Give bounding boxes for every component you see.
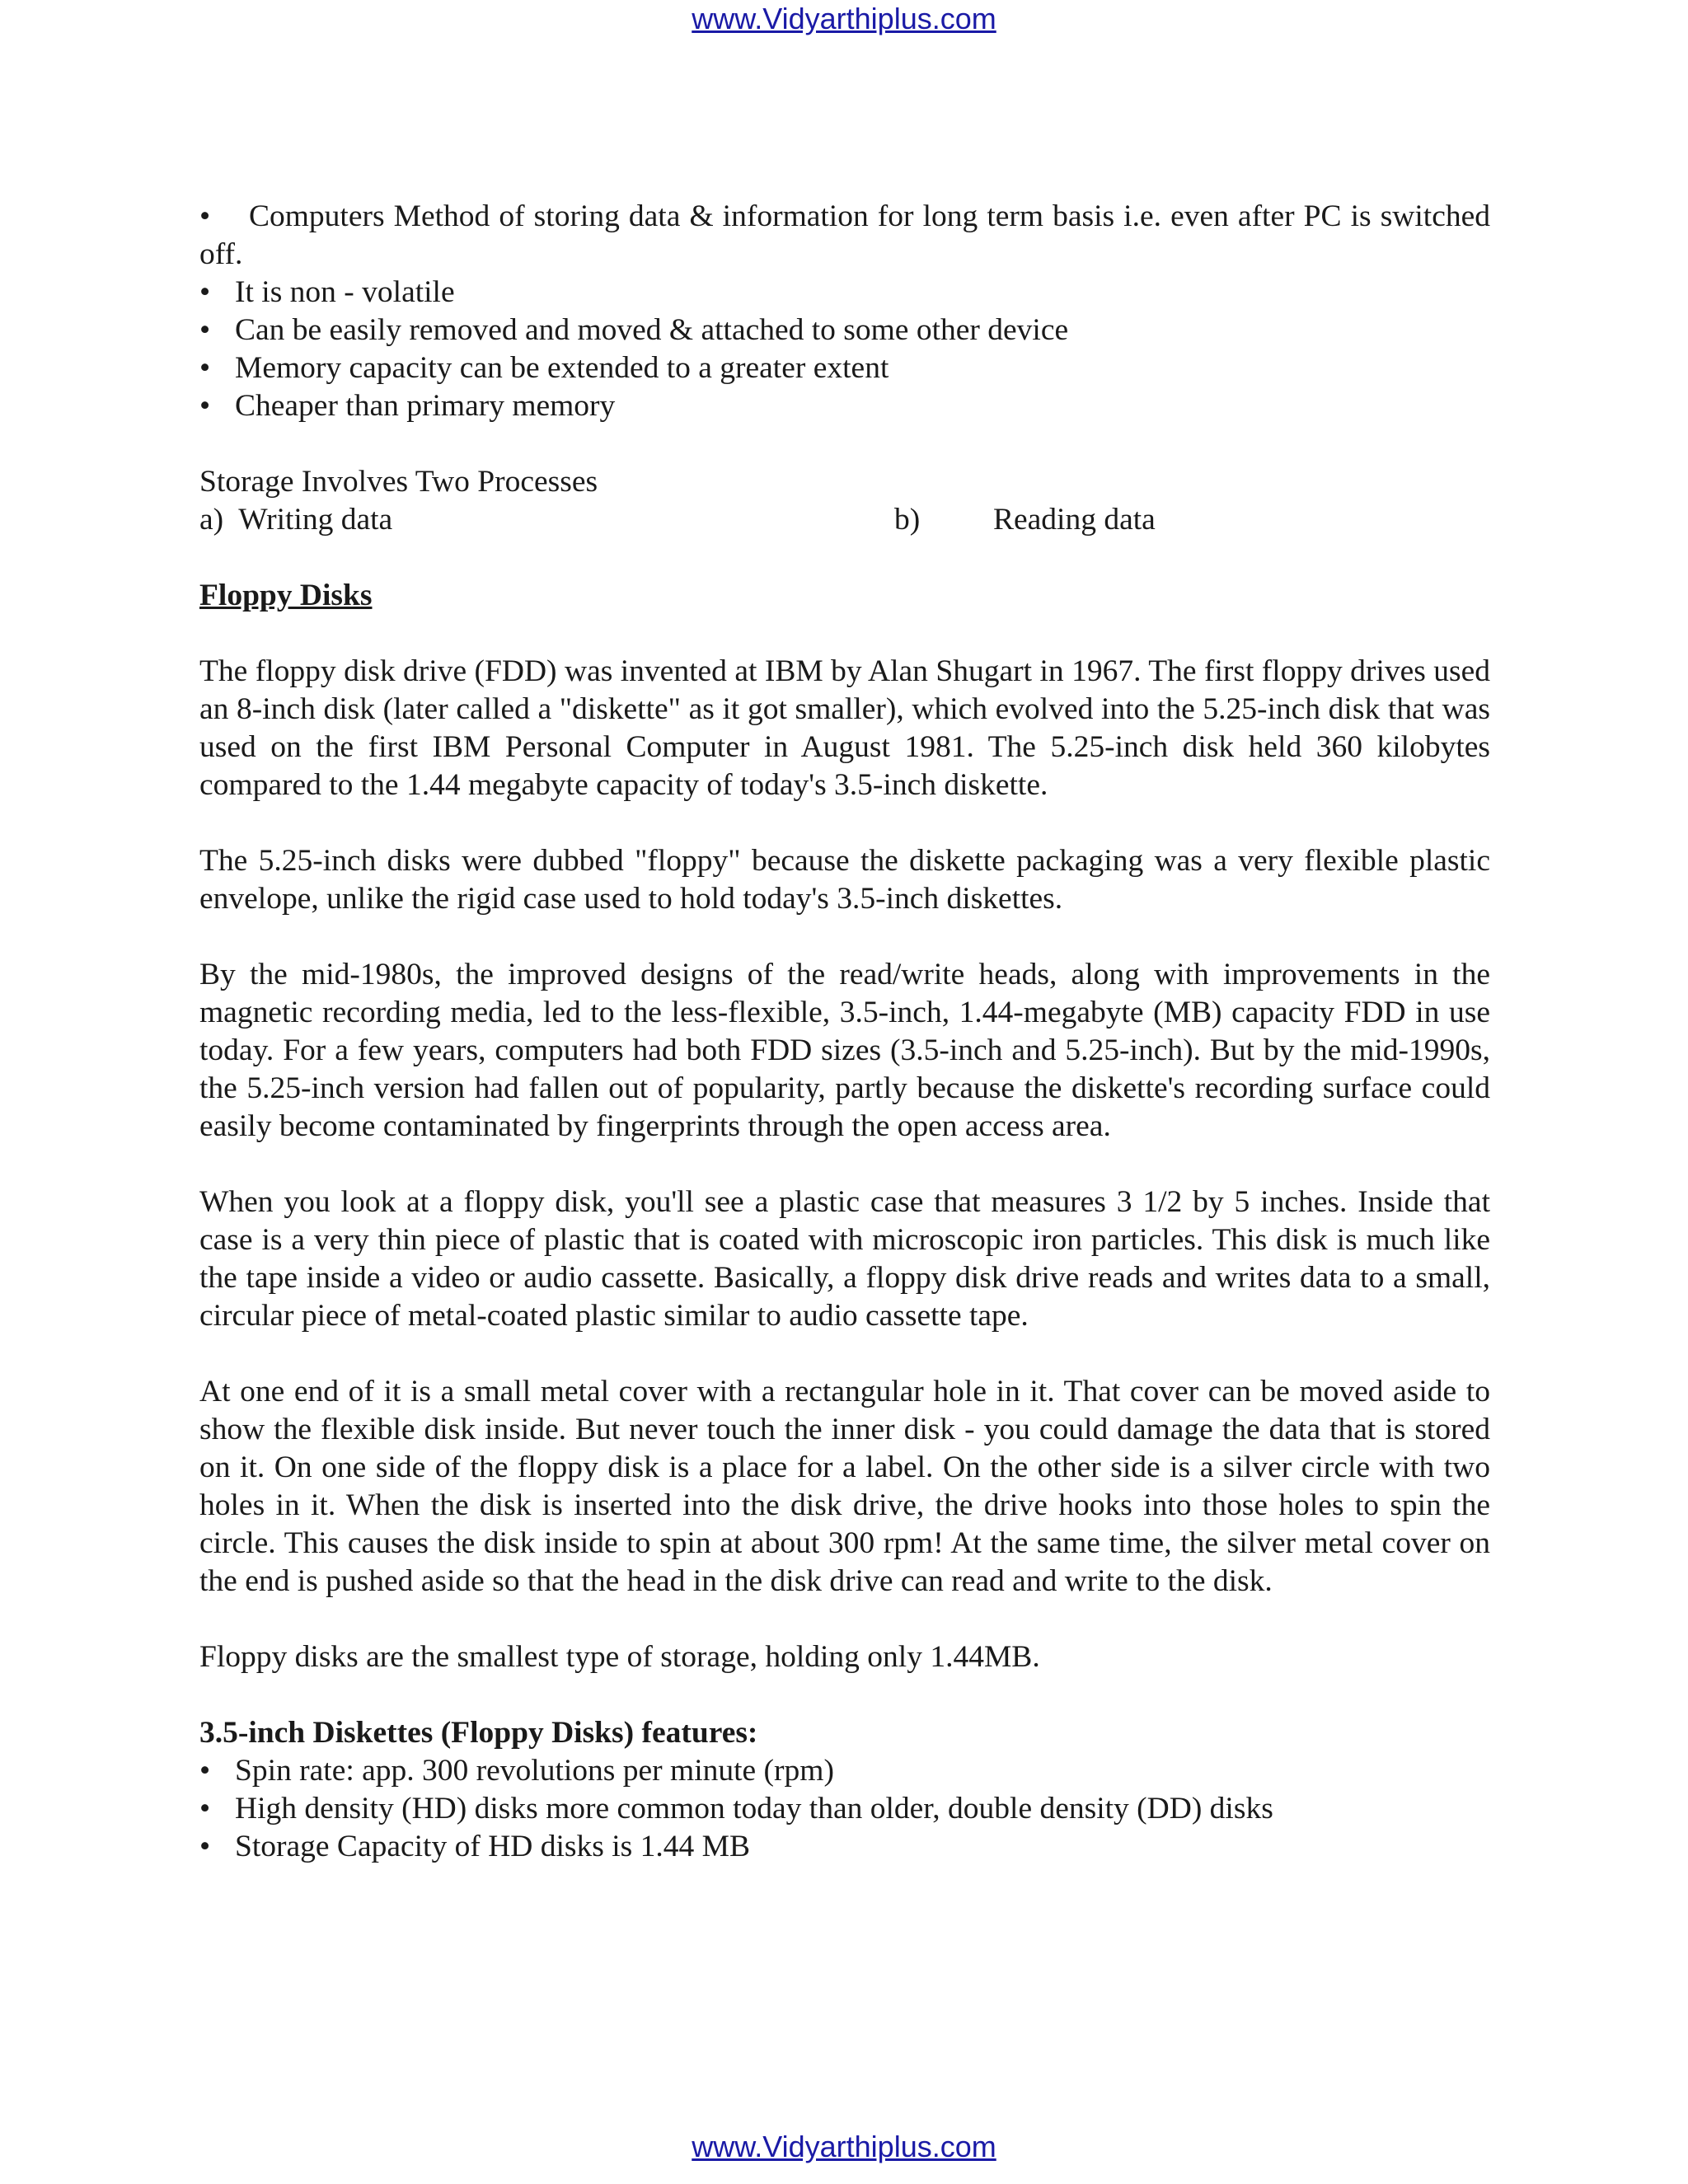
list-item-text: Spin rate: app. 300 revolutions per minute (rpm): [235, 1754, 834, 1788]
list-item: [199, 1828, 1490, 1866]
list-item-text: Memory capacity can be extended to a greater extent: [235, 351, 889, 385]
features-heading: 3.5-inch Diskettes (Floppy Disks) features:: [199, 1716, 758, 1750]
list-item: [199, 274, 1490, 312]
paragraph: Floppy disks are the smallest type of storage, holding only 1.44MB.: [199, 1640, 1040, 1674]
process-b-text: Reading data: [993, 503, 1156, 537]
list-item-text: Cheaper than primary memory: [235, 389, 616, 423]
intro-bullet-list: [199, 198, 1490, 425]
list-item-text: Computers Method of storing data & information for long term basis i.e. even after PC is switched off.: [199, 199, 1490, 271]
list-item: [199, 1790, 1490, 1828]
process-b-label: b): [894, 503, 921, 537]
list-item: [199, 198, 1490, 274]
list-item-text: Can be easily removed and moved & attached to some other device: [235, 313, 1069, 347]
paragraph: The 5.25-inch disks were dubbed "floppy" because the diskette packaging was a very flexible plastic envelope, unlike the rigid case used to hold today's 3.5-inch diskettes.: [199, 844, 1490, 916]
paragraph: By the mid-1980s, the improved designs of the read/write heads, along with improvements in the magnetic recording media, led to the less-flexible, 3.5-inch, 1.44-megabyte (MB) capacity FDD in use today. For a few years, computers had both FDD sizes (3.5-inch and 5.25-inch). But by the mid-1990s, the 5.25-inch version had fallen out of popularity, partly because the diskette's recording surface could easily become contaminated by fingerprints through the open access area.: [199, 958, 1490, 1143]
paragraph: At one end of it is a small metal cover with a rectangular hole in it. That cover can be moved aside to show the flexible disk inside. But never touch the inner disk - you could damage the data that is stored on it. On one side of the floppy disk is a place for a label. On the other side is a silver circle with two holes in it. When the disk is inserted into the disk drive, the drive hooks into those holes to spin the circle. This causes the disk inside to spin at about 300 rpm! At the same time, the silver metal cover on the end is pushed aside so that the head in the disk drive can read and write to the disk.: [199, 1375, 1490, 1598]
list-item: [199, 387, 1490, 425]
process-a: a) Writing data: [199, 503, 393, 537]
storage-processes-row: [199, 501, 1490, 539]
list-item: [199, 349, 1490, 387]
paragraph: When you look at a floppy disk, you'll see a plastic case that measures 3 1/2 by 5 inches. Inside that case is a very thin piece of plastic that is coated with microscopic iron particles. This disk is much like the tape inside a video or audio cassette. Basically, a floppy disk drive reads and writes data to a small, circular piece of metal-coated plastic similar to audio cassette tape.: [199, 1185, 1490, 1333]
list-item-text: Storage Capacity of HD disks is 1.44 MB: [235, 1830, 750, 1863]
footer-link[interactable]: www.Vidyarthiplus.com: [692, 2130, 996, 2163]
floppy-disks-heading: Floppy Disks: [199, 579, 373, 612]
list-item-text: It is non - volatile: [235, 275, 455, 309]
bullet-icon: •: [199, 199, 211, 233]
list-item: [199, 1752, 1490, 1790]
page-content: [199, 198, 1490, 1866]
list-item-text: High density (HD) disks more common today than older, double density (DD) disks: [235, 1792, 1273, 1825]
storage-processes-title: Storage Involves Two Processes: [199, 465, 598, 499]
features-bullet-list: [199, 1752, 1490, 1866]
header-link[interactable]: www.Vidyarthiplus.com: [692, 2, 996, 35]
list-item: [199, 312, 1490, 349]
paragraph: The floppy disk drive (FDD) was invented at IBM by Alan Shugart in 1967. The first floppy drives used an 8-inch disk (later called a "diskette" as it got smaller), which evolved into the 5.25-inch disk that was used on the first IBM Personal Computer in August 1981. The 5.25-inch disk held 360 kilobytes compared to the 1.44 megabyte capacity of today's 3.5-inch diskette.: [199, 654, 1490, 802]
